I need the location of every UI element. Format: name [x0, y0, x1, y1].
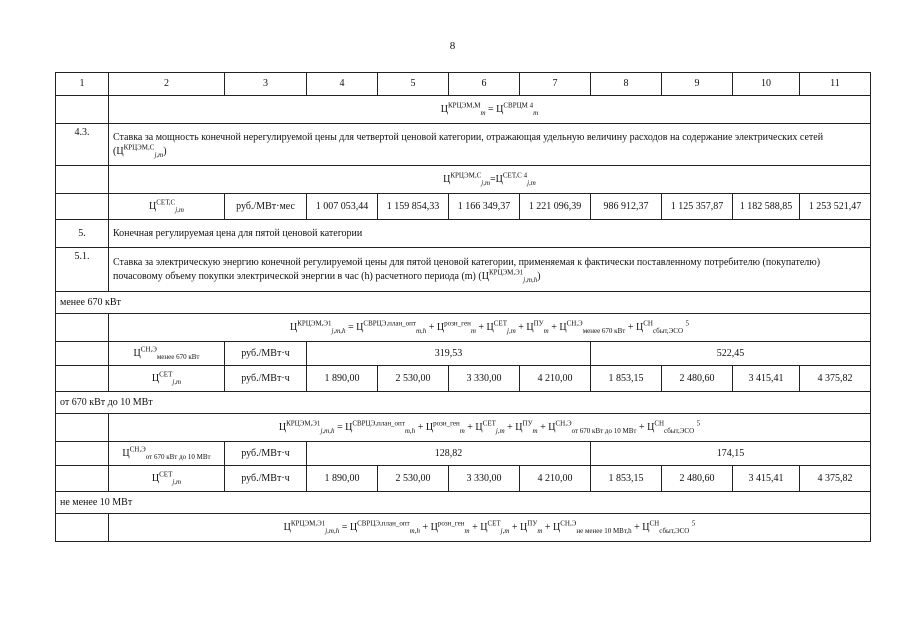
value-cell: 3 415,41 [733, 366, 800, 392]
header-cell: 5 [378, 73, 449, 96]
unit-cell: руб./МВт·ч [225, 466, 307, 492]
header-cell: 6 [449, 73, 520, 96]
value-cell: 2 480,60 [662, 466, 733, 492]
header-cell: 1 [56, 73, 109, 96]
unit-cell: руб./МВт·мес [225, 194, 307, 220]
value-cell: 1 853,15 [591, 366, 662, 392]
value-cell: 1 890,00 [307, 466, 378, 492]
value-cell: 1 853,15 [591, 466, 662, 492]
formula-row [56, 166, 871, 194]
page-number: 8 [449, 40, 456, 52]
section-row [56, 220, 871, 248]
header-cell: 7 [520, 73, 591, 96]
group-label-row [56, 292, 871, 314]
unit-cell: руб./МВт·ч [225, 342, 307, 366]
value-cell: 4 210,00 [520, 366, 591, 392]
section-number: 4.3. [56, 124, 109, 166]
formula-row [56, 96, 871, 124]
value-cell: 4 375,82 [800, 466, 871, 492]
section-row [56, 124, 871, 166]
formula-row [56, 414, 871, 442]
header-cell: 3 [225, 73, 307, 96]
value-cell: 1 253 521,47 [800, 194, 871, 220]
table-row [56, 366, 871, 392]
value-cell: 174,15 [591, 442, 871, 466]
row-label: $Ц^{СЕТ,С}_{j,m}$ [109, 194, 225, 220]
section-title: Конечная регулируемая цена для пятой ценовой категории [109, 220, 871, 248]
group-label: от 670 кВт до 10 МВт [56, 392, 871, 414]
unit-cell: руб./МВт·ч [225, 366, 307, 392]
table-row [56, 342, 871, 366]
row-label: $Ц^{СН,Э}_{менее 670 кВт}$ [109, 342, 225, 366]
value-cell: 522,45 [591, 342, 871, 366]
header-cell: 9 [662, 73, 733, 96]
table-row [56, 442, 871, 466]
formula-energy: $Ц^{КРЦЭМ,Э1}_{j,m,h} = Ц^{СВРЦЭ,план\_опт}_{m,h} + Ц^{розн\_ген}_m + Ц^{СЕТ}_{j,m} + Ц^{ПУ}_m + Ц^{СН,Э}_{менее 670 кВт} + Ц^{СН}_{сбыт,ЭСО}$ $^5$ [109, 314, 871, 342]
tariff-table [55, 72, 871, 542]
value-cell: 1 007 053,44 [307, 194, 378, 220]
value-cell: 2 530,00 [378, 466, 449, 492]
section-title: Ставка за мощность конечной нерегулируемой цены для четвертой ценовой категории, отражающая удельную величину расходов на содержание электрических сетей $(Ц^{КРЦЭМ,С}_{j,m})$ [109, 124, 871, 166]
group-label-row [56, 492, 871, 514]
value-cell: 319,53 [307, 342, 591, 366]
formula-row [56, 314, 871, 342]
value-cell: 3 330,00 [449, 366, 520, 392]
row-label: $Ц^{СЕТ}_{j,m}$ [109, 466, 225, 492]
value-cell: 986 912,37 [591, 194, 662, 220]
formula-network: $Ц^{КРЦЭМ,С}_{j,m}=Ц^{СЕТ,С 4}_{j,m}$ [109, 166, 871, 194]
value-cell: 4 375,82 [800, 366, 871, 392]
group-label: менее 670 кВт [56, 292, 871, 314]
row-label: $Ц^{СЕТ}_{j,m}$ [109, 366, 225, 392]
value-cell: 2 530,00 [378, 366, 449, 392]
header-cell: 2 [109, 73, 225, 96]
value-cell: 1 125 357,87 [662, 194, 733, 220]
header-cell: 11 [800, 73, 871, 96]
section-title: Ставка за электрическую энергию конечной регулируемой цены для пятой ценовой категории, применяемая к фактически поставленному потребителю (покупателю) почасовому объему покупки электрической энергии в час (h) расчетного периода (m) $(Ц^{КРЦЭМ,Э1}_{j,m,h})$ [109, 248, 871, 292]
header-cell: 10 [733, 73, 800, 96]
formula-energy: $Ц^{КРЦЭМ,Э1}_{j,m,h} = Ц^{СВРЦЭ,план\_опт}_{m,h} + Ц^{розн\_ген}_m + Ц^{СЕТ}_{j,m} + Ц^{ПУ}_m + Ц^{СН,Э}_{от 670 кВт до 10 МВт} + Ц^{СН}_{сбыт,ЭСО}$ $^5$ [109, 414, 871, 442]
value-cell: 4 210,00 [520, 466, 591, 492]
value-cell: 1 182 588,85 [733, 194, 800, 220]
section-row [56, 248, 871, 292]
value-cell: 1 166 349,37 [449, 194, 520, 220]
group-label-row [56, 392, 871, 414]
table-row [56, 466, 871, 492]
value-cell: 1 890,00 [307, 366, 378, 392]
value-cell: 1 221 096,39 [520, 194, 591, 220]
header-row [56, 73, 871, 96]
value-cell: 3 415,41 [733, 466, 800, 492]
formula-energy: $Ц^{КРЦЭМ,Э1}_{j,m,h} = Ц^{СВРЦЭ,план\_опт}_{m,h} + Ц^{розн\_ген}_m + Ц^{СЕТ}_{j,m} + Ц^{ПУ}_m + Ц^{СН,Э}_{не менее 10 МВт,h} + Ц^{СН}_{сбыт,ЭСО}$ $^5$ [109, 514, 871, 542]
formula-row [56, 514, 871, 542]
row-label: $Ц^{СН,Э}_{от 670 кВт до 10 МВт}$ [109, 442, 225, 466]
value-cell: 2 480,60 [662, 366, 733, 392]
header-cell: 4 [307, 73, 378, 96]
value-cell: 1 159 854,33 [378, 194, 449, 220]
value-cell: 128,82 [307, 442, 591, 466]
table-row [56, 194, 871, 220]
formula-capacity: $Ц^{КРЦЭМ,М}_m = Ц^{СВРЦМ 4}_m$ [109, 96, 871, 124]
section-number: 5. [56, 220, 109, 248]
value-cell: 3 330,00 [449, 466, 520, 492]
header-cell: 8 [591, 73, 662, 96]
unit-cell: руб./МВт·ч [225, 442, 307, 466]
group-label: не менее 10 МВт [56, 492, 871, 514]
section-number: 5.1. [56, 248, 109, 292]
